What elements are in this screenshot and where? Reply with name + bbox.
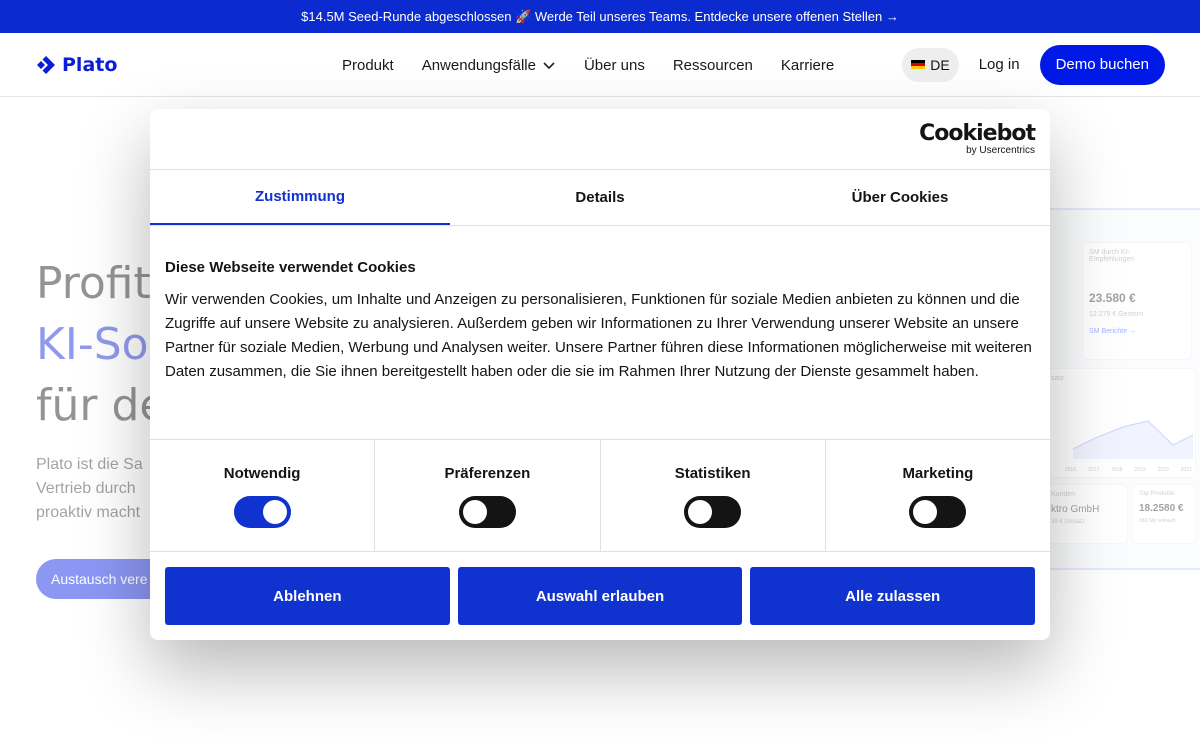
cookiebot-brand: Cookiebot [919,121,1035,146]
notwendig-toggle[interactable] [234,496,291,528]
category-label: Notwendig [223,465,301,482]
allow-selection-button[interactable]: Auswahl erlauben [458,567,743,625]
category-marketing [826,440,1050,551]
cookie-dialog-header [150,109,1050,170]
marketing-toggle[interactable] [909,496,966,528]
plato-logo[interactable] [36,54,117,76]
tab-details[interactable]: Details [575,189,625,206]
site-header [0,33,1200,97]
allow-all-button[interactable]: Alle zulassen [750,567,1035,625]
reject-button[interactable]: Ablehnen [165,567,450,625]
nav-ueber-uns[interactable]: Über uns [583,56,645,74]
category-label: Statistiken [674,465,751,482]
cookiebot-logo [919,123,1035,157]
language-label: DE [930,56,950,73]
announcement-link[interactable]: $14.5M Seed-Runde abgeschlossen 🚀 Werde Teil unseres Teams. Entdecke unsere offenen Stellen → [301,8,899,24]
logo-text: Plato [62,53,118,76]
cookie-consent-dialog [150,109,1050,640]
cookie-category-toggles [150,439,1050,552]
language-switcher[interactable] [902,48,958,82]
category-notwendig [150,440,375,551]
category-label: Marketing [902,465,974,482]
toggle-knob [688,500,712,524]
category-statistiken [601,440,826,551]
toggle-knob [463,500,487,524]
tab-ueber-cookies[interactable]: Über Cookies [851,189,949,206]
demo-button[interactable]: Demo buchen [1040,45,1165,85]
cookie-actions [150,552,1050,640]
nav-ressourcen[interactable]: Ressourcen [672,56,753,74]
cookie-dialog-body [150,226,1050,439]
praeferenzen-toggle[interactable] [459,496,516,528]
chevron-down-icon [542,58,556,72]
announcement-bar [0,0,1200,33]
nav-anwendungsfaelle-label: Anwendungsfälle [421,56,536,74]
category-praeferenzen [375,440,600,551]
nav-produkt[interactable]: Produkt [342,56,394,74]
nav-anwendungsfaelle[interactable] [422,57,556,74]
toggle-knob [913,500,937,524]
cookie-heading: Diese Webseite verwendet Cookies [165,259,416,276]
main-nav [342,33,834,97]
cookiebot-brand-sub: by Usercentrics [966,145,1035,156]
login-link[interactable]: Log in [978,56,1020,73]
category-label: Präferenzen [444,465,531,482]
plato-logo-icon [36,55,56,75]
german-flag-icon [911,60,925,69]
toggle-knob [263,500,287,524]
tab-zustimmung[interactable]: Zustimmung [150,170,450,225]
cookie-description: Wir verwenden Cookies, um Inhalte und Anzeigen zu personalisieren, Funktionen für soziale Medien anbieten zu können und die Zugriffe auf unsere Website zu analysieren. Außerdem geben wir Informationen zu Ihrer Verwendung unserer Website an unsere Partner für soziale Medien, Werbung und Analysen weiter. Unsere Partner führen diese Informationen möglicherweise mit weiteren Daten zusammen, die Sie ihnen bereitgestellt haben oder die sie im Rahmen Ihrer Nutzung der Dienste gesammelt haben. [165,291,1032,380]
statistiken-toggle[interactable] [684,496,741,528]
nav-karriere[interactable]: Karriere [780,56,835,74]
cookie-tabs [150,170,1050,226]
